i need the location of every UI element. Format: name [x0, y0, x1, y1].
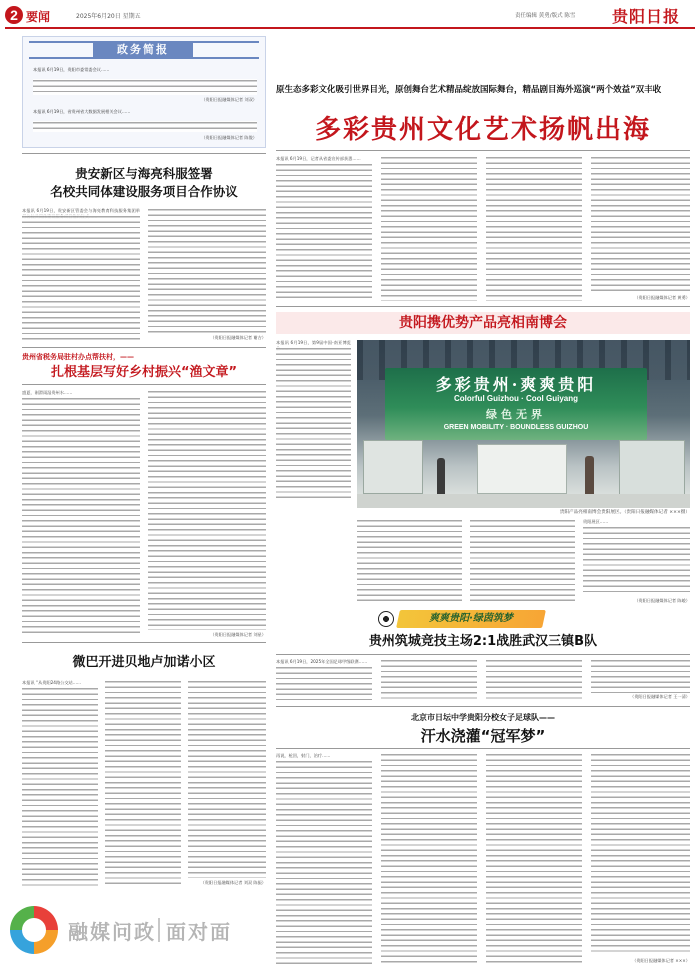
left2-headline: 扎根基层写好乡村振兴“渔文章”	[50, 365, 238, 380]
product-col-3	[470, 519, 575, 604]
footer-logo-center	[22, 918, 46, 942]
school-headline: 汗水浇灌“冠军梦”	[420, 727, 546, 745]
product-body-2: 贵阳展区……	[583, 519, 609, 524]
left1-source: （贵阳日报融媒体记者 谢吉）	[210, 335, 266, 340]
issue-date: 2025年6月20日 星期五	[76, 13, 141, 20]
left3-col-2	[105, 680, 181, 887]
footer-subtitle: 面对面	[166, 920, 232, 944]
left1-lead: 本报讯 6月19日，贵安新区管委会与海亮教育科技服务集团举	[22, 208, 140, 213]
photo-caption: 贵阳产品亮相南博会贵阳展区。（贵阳日报融媒体记者 ×××摄）	[559, 510, 690, 515]
photo-sign-line-2: Colorful Guizhou · Cool Guiyang	[454, 394, 578, 403]
editor-credit: 责任编辑 黄勇/版式 陈雪	[515, 13, 576, 19]
section-label: 要闻	[26, 10, 51, 24]
left2-lead: 盛夏，刚滑雨湿贵州水……	[22, 390, 73, 395]
left3-source: （贵阳日报融媒体记者 刘双 陈振）	[200, 880, 266, 885]
header-rule	[5, 27, 695, 29]
product-source: （贵阳日报融媒体记者 陈峻）	[634, 598, 690, 603]
brief-item-2-source: （贵阳日报融媒体记者 陈俊）	[201, 135, 257, 140]
footer-banner	[10, 892, 266, 972]
brief-item-1: 本报讯 6月19日，贵阳市委常委会议……	[33, 67, 110, 72]
sports-rule	[276, 654, 690, 655]
masthead-logo: 贵阳日报	[612, 7, 681, 26]
left2-source: （贵阳日报融媒体记者 刘星）	[210, 632, 266, 637]
photo-sign-line-1: 多彩贵州·爽爽贵阳	[435, 375, 597, 394]
school-col-1	[276, 760, 372, 966]
left1-top-rule	[22, 153, 266, 154]
brief-item-1-lines	[33, 79, 257, 95]
left3-lead: 本报讯 “从贵阳24路公交站……	[22, 680, 82, 685]
main-bottom-rule	[276, 306, 690, 307]
footer-brand: 融媒问政	[68, 920, 156, 944]
sports-col-2	[381, 659, 477, 700]
school-col-3	[486, 753, 582, 966]
school-lead: 再说，枪回，射门，治疗……	[276, 753, 331, 758]
brief-box	[22, 36, 266, 148]
school-top-rule	[276, 706, 690, 707]
photo-sign-line-3: 绿色无界	[486, 408, 546, 421]
brief-title: 政务简报	[93, 41, 193, 59]
school-source: （贵阳日报融媒体记者 ×××）	[632, 958, 690, 963]
brief-item-1-source: （贵阳日报融媒体记者 刘双）	[201, 97, 257, 102]
photo-booth-right	[619, 440, 685, 496]
left2-kicker: 贵州省税务局驻村办点帮扶村，——	[22, 353, 134, 361]
expo-photo	[357, 340, 690, 508]
main-col-3	[486, 156, 582, 301]
main-source: （贵阳日报融媒体记者 黄勇）	[634, 295, 690, 300]
sports-col-4	[591, 659, 690, 693]
left1-col-2	[148, 208, 266, 333]
sports-col-3	[486, 659, 582, 700]
left1-title-line2: 名校共同体建设服务项目合作协议	[50, 184, 238, 199]
product-col-4	[583, 526, 690, 596]
left2-top-rule	[22, 347, 266, 348]
main-divider	[276, 150, 690, 151]
left3-top-rule	[22, 642, 266, 643]
sports-source: （贵阳日报融媒体记者 王一清）	[630, 694, 690, 699]
product-col-1	[276, 347, 351, 502]
main-col-2	[381, 156, 477, 301]
product-col-2	[357, 519, 462, 604]
photo-sign-line-4: GREEN MOBILITY · BOUNDLESS GUIZHOU	[443, 424, 589, 431]
left3-col-3	[188, 680, 266, 878]
left3-col-1	[22, 687, 98, 887]
sports-headline: 贵州筑城竞技主场2:1战胜武汉三镇B队	[368, 634, 598, 649]
sports-lead: 本报讯 6月19日，2025年全国足球甲级联赛……	[276, 659, 368, 664]
school-col-4	[591, 753, 690, 953]
brief-item-2-lines	[33, 121, 257, 132]
school-col-2	[381, 753, 477, 966]
footer-divider	[158, 918, 160, 942]
photo-floor	[357, 494, 690, 508]
main-lead: 本报讯 6月19日，记者从省委宣传部获悉……	[276, 156, 361, 161]
sports-banner-text: 爽爽贵阳·绿茵筑梦	[429, 613, 513, 624]
sports-football-icon	[378, 611, 394, 627]
left3-headline: 微巴开进贝地卢加诺小区	[72, 655, 216, 670]
photo-visitor-2	[585, 456, 594, 496]
main-col-4	[591, 156, 690, 294]
left2-col-2	[148, 390, 266, 630]
brief-item-2: 本报讯 6月19日，省贵州省大数据发展相关会议……	[33, 109, 131, 114]
product-headline: 贵阳携优势产品亮相南博会	[399, 315, 567, 331]
main-col-1	[276, 163, 372, 301]
product-lead: 本报讯 6月19日，第9届中国-南亚博览	[276, 340, 351, 345]
header	[0, 0, 700, 28]
left1-col-1	[22, 215, 140, 340]
photo-booth-center	[477, 444, 567, 494]
left1-title-line1: 贵安新区与海亮科服签署	[75, 166, 213, 181]
left2-col-1	[22, 397, 140, 635]
main-kicker: 原生态多彩文化吸引世界目光，原创舞台艺术精品绽放国际舞台，精品剧目海外巡演“两个效益”双丰收	[276, 85, 662, 95]
photo-booth-left	[363, 440, 423, 494]
sports-col-1	[276, 666, 372, 700]
photo-visitor-1	[437, 458, 445, 494]
left2-title-rule	[22, 384, 266, 385]
page-number: 2	[10, 7, 18, 23]
main-headline: 多彩贵州文化艺术扬帆出海	[314, 115, 651, 145]
school-kicker: 北京市日坛中学贵阳分校女子足球队——	[411, 713, 555, 722]
school-title-rule	[276, 748, 690, 749]
